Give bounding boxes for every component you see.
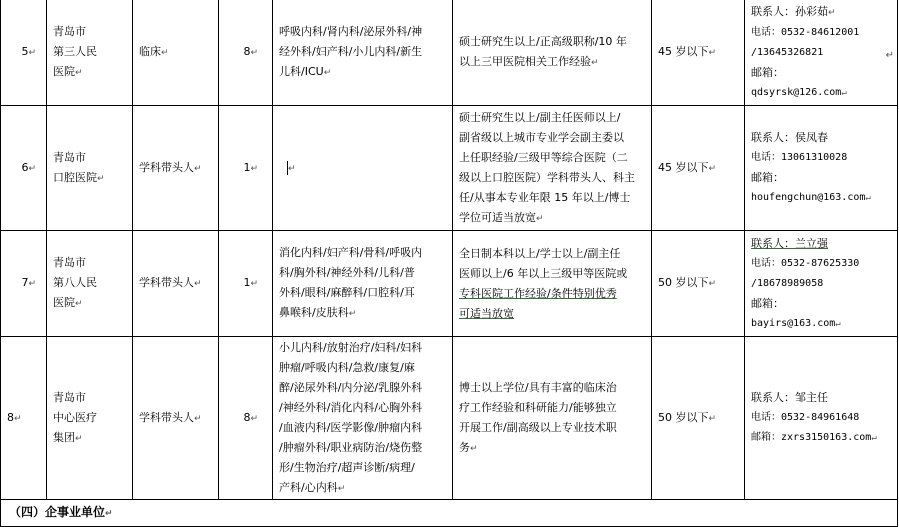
section-header-row	[1, 500, 898, 527]
headcount: 8↵	[219, 0, 273, 106]
age-limit: 45 岁以下↵	[652, 106, 745, 231]
requirements: 全日制本科以上/学士以上/副主任 医师以上/6 年以上三级甲等医院或 专科医院工作经验/条件特别优秀 可适当放宽	[453, 231, 652, 337]
contact-info: 联系人：兰立强 电话：0532-87625330 /18678989058 邮箱： bayirs@163.com↵	[745, 231, 898, 337]
row-end-mark: ↵	[885, 50, 894, 61]
post-name: 学科带头人↵	[133, 337, 219, 500]
contact-info: 联系人：侯凤春 电话：13061310028 邮箱： houfengchun@163.com↵	[745, 106, 898, 231]
row-number: 8↵	[1, 337, 47, 500]
requirements: 硕士研究生以上/正高级职称/10 年 以上三甲医院相关工作经验↵	[453, 0, 652, 106]
post-name: 临床↵	[133, 0, 219, 106]
unit-name: 青岛市 第八人民 医院↵	[47, 231, 133, 337]
row-number: 6↵	[1, 106, 47, 231]
age-limit: 45 岁以下↵	[652, 0, 745, 106]
unit-name: 青岛市 口腔医院↵	[47, 106, 133, 231]
majors: 小儿内科/放射治疗/妇科/妇科 肿瘤/呼吸内科/急救/康复/麻 醉/泌尿外科/内分泌/乳腺外科 /神经外科/消化内科/心胸外科 /血液内科/医学影像/肿瘤内科 /肿瘤外科/职业病防治/烧伤整 形/生物治疗/超声诊断/病理/ 产科/心内科↵	[273, 337, 453, 500]
headcount: 8↵	[219, 337, 273, 500]
unit-name: 青岛市 第三人民 医院↵	[47, 0, 133, 106]
table-row	[1, 337, 898, 500]
row-number: 7↵	[1, 231, 47, 337]
table-row	[1, 231, 898, 337]
majors: ↵	[273, 106, 453, 231]
majors: 呼吸内科/肾内科/泌尿外科/神 经外科/妇产科/小儿内科/新生 儿科/ICU↵	[273, 0, 453, 106]
table-row	[1, 0, 898, 106]
age-limit: 50 岁以下↵	[652, 337, 745, 500]
table-row	[1, 106, 898, 231]
requirements: 硕士研究生以上/副主任医师以上/ 副省级以上城市专业学会副主委以 上任职经验/三级甲等综合医院（二 级以上口腔医院）学科带头人、科主 任/从事本专业年限 15 年以上/博士 学位可适当放宽↵	[453, 106, 652, 231]
headcount: 1↵	[219, 231, 273, 337]
post-name: 学科带头人↵	[133, 106, 219, 231]
contact-info: 联系人：孙彩茹↵ 电话：0532-84612001 /13645326821 邮箱： qdsyrsk@126.com↵	[745, 0, 898, 106]
unit-name: 青岛市 中心医疗 集团↵	[47, 337, 133, 500]
post-name: 学科带头人↵	[133, 231, 219, 337]
age-limit: 50 岁以下↵	[652, 231, 745, 337]
section-title: （四）企事业单位↵	[1, 500, 898, 527]
contact-info: 联系人：邹主任 电话：0532-84961648 邮箱：zxrs3150163.com↵	[745, 337, 898, 500]
majors: 消化内科/妇产科/骨科/呼吸内 科/胸外科/神经外科/儿科/普 外科/眼科/麻醉科/口腔科/耳 鼻喉科/皮肤科↵	[273, 231, 453, 337]
row-number: 5↵	[1, 0, 47, 106]
requirements: 博士以上学位/具有丰富的临床治 疗工作经验和科研能力/能够独立 开展工作/副高级以上专业技术职 务↵	[453, 337, 652, 500]
headcount: 1↵	[219, 106, 273, 231]
